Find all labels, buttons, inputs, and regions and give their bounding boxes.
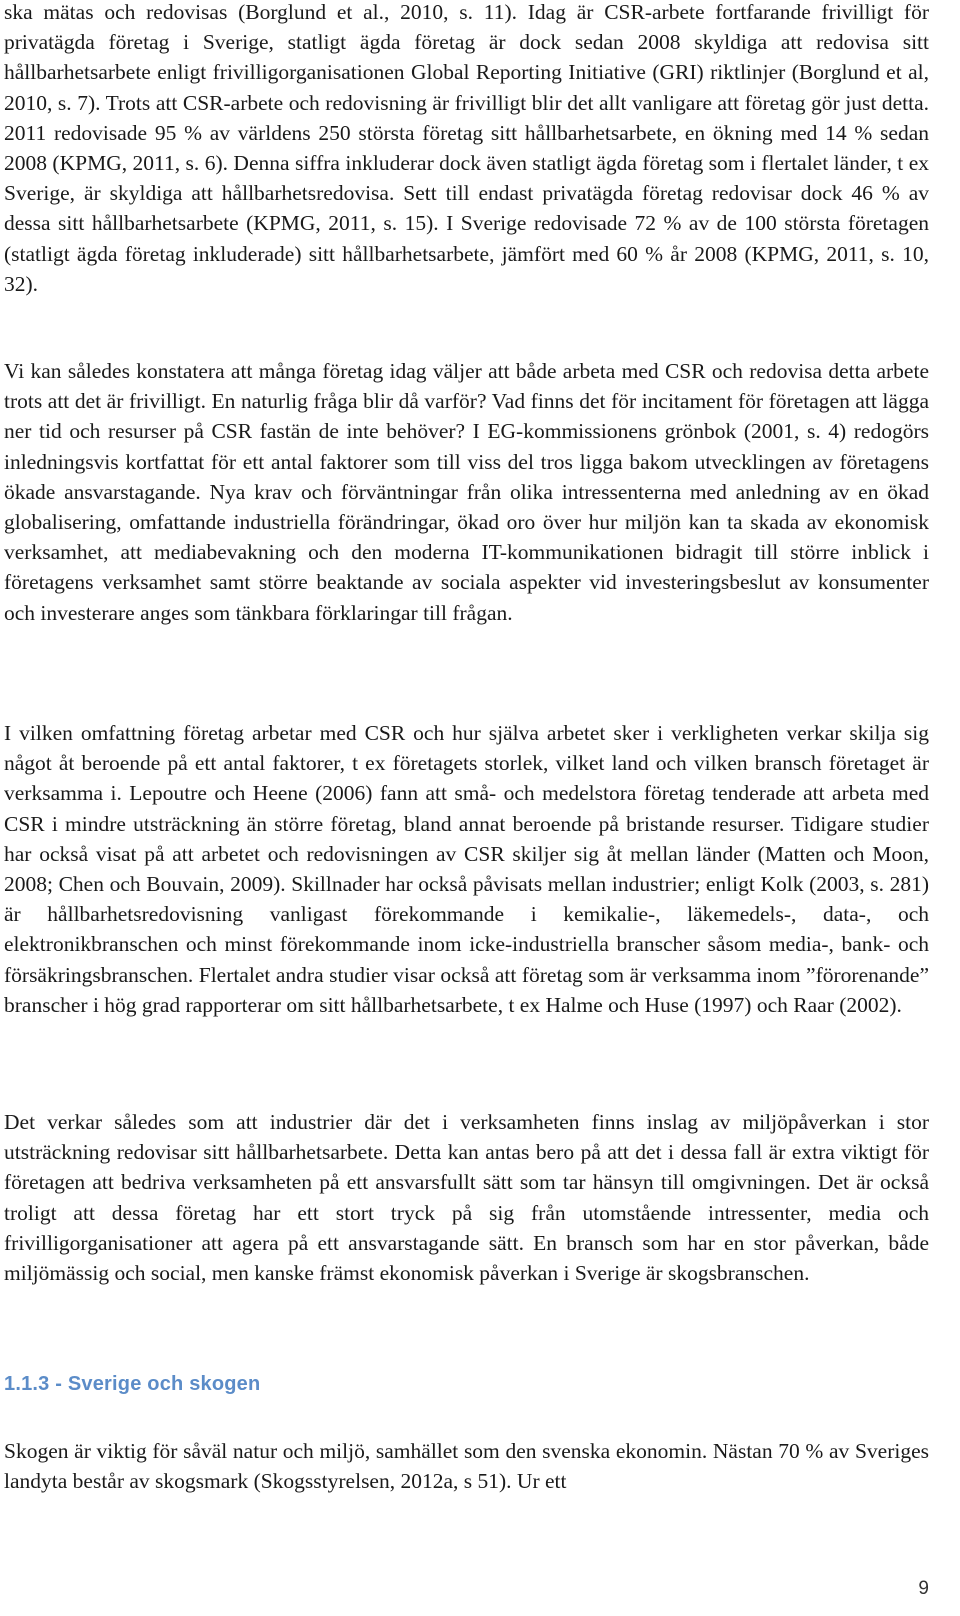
body-paragraph-3: I vilken omfattning företag arbetar med CSR och hur själva arbetet sker i verkligheten verkar skilja sig något åt beroende på ett antal faktorer, t ex företagets storlek, vilket land och vilken bransch företaget är verksamma i. Lepoutre och Heene (2006) fann att små- och medelstora företag tenderade att arbeta med CSR i mindre utsträckning än större företag, bland annat beroende på bristande resurser. Tidigare studier har också visat på att arbetet och redovisningen av CSR skiljer sig åt mellan länder (Matten och Moon, 2008; Chen och Bouvain, 2009). Skillnader har också påvisats mellan industrier; enligt Kolk (2003, s. 281) är hållbarhetsredovisning vanligast förekommande i kemikalie-, läkemedels-, data-, och elektronikbranschen och minst förekommande inom icke-industriella branscher såsom media-, bank- och försäkringsbranschen. Flertalet andra studier visar också att företag som är verksamma inom ”förorenande” branscher i hög grad rapporterar om sitt hållbarhetsarbete, t ex Halme och Huse (1997) och Raar (2002). [4, 721, 929, 1017]
body-paragraph-5: Skogen är viktig för såväl natur och miljö, samhället som den svenska ekonomin. Nästan 70 % av Sveriges landyta består av skogsmark (Skogsstyrelsen, 2012a, s 51). Ur ett [4, 1439, 929, 1494]
body-paragraph-2: Vi kan således konstatera att många företag idag väljer att både arbeta med CSR och redovisa detta arbete trots att det är frivilligt. En naturlig fråga blir då varför? Vad finns det för incitament för företagen att lägga ner tid och resurser på CSR fastän de inte behöver? I EG-kommissionens grönbok (2001, s. 4) redogörs inledningsvis kortfattat för ett antal faktorer som till viss del tros ligga bakom utvecklingen av företagens ökade ansvarstagande. Nya krav och förväntningar från olika intressenterna med anledning av en ökad globalisering, omfattande industriella förändringar, ökad oro över hur miljön kan ta skada av ekonomisk verksamhet, att mediabevakning och den moderna IT-kommunikationen bidragit till större inblick i företagens verksamhet samt större beaktande av sociala aspekter vid investeringsbeslut av konsumenter och investerare anges som tänkbara förklaringar till frågan. [4, 359, 929, 625]
body-paragraph-4: Det verkar således som att industrier där det i verksamheten finns inslag av miljöpåverkan i stor utsträckning redovisar sitt hållbarhetsarbete. Detta kan antas bero på att det i dessa fall är extra viktigt för företagen att bedriva verksamheten på ett ansvarsfullt sätt som tar hänsyn till omgivningen. Det är också troligt att dessa företag har ett stort tryck på sig från utomstående intressenter, media och frivilligorganisationer att agera på ett ansvarstagande sätt. En bransch som har en stor påverkan, både miljömässig och social, men kanske främst ekonomisk påverkan i Sverige är skogsbranschen. [4, 1110, 929, 1286]
body-paragraph-1: ska mätas och redovisas (Borglund et al., 2010, s. 11). Idag är CSR-arbete fortfarande frivilligt för privatägda företag i Sverige, statligt ägda företag är dock sedan 2008 skyldiga att redovisa sitt hållbarhetsarbete enligt frivilligorganisationen Global Reporting Initiative (GRI) riktlinjer (Borglund et al, 2010, s. 7). Trots att CSR-arbete och redovisning är frivilligt blir det allt vanligare att företag gör just detta. 2011 redovisade 95 % av världens 250 största företag sitt hållbarhetsarbete, en ökning med 14 % sedan 2008 (KPMG, 2011, s. 6). Denna siffra inkluderar dock även statligt ägda företag som i flertalet länder, t ex Sverige, är skyldiga att hållbarhetsredovisa. Sett till endast privatägda företag redovisar dock 46 % av dessa sitt hållbarhetsarbete (KPMG, 2011, s. 15). I Sverige redovisade 72 % av de 100 största företagen (statligt ägda företag inkluderade) sitt hållbarhetsarbete, jämfört med 60 % år 2008 (KPMG, 2011, s. 10, 32). [4, 0, 929, 296]
section-heading: 1.1.3 - Sverige och skogen [4, 1373, 261, 1395]
page-number: 9 [918, 1578, 929, 1599]
